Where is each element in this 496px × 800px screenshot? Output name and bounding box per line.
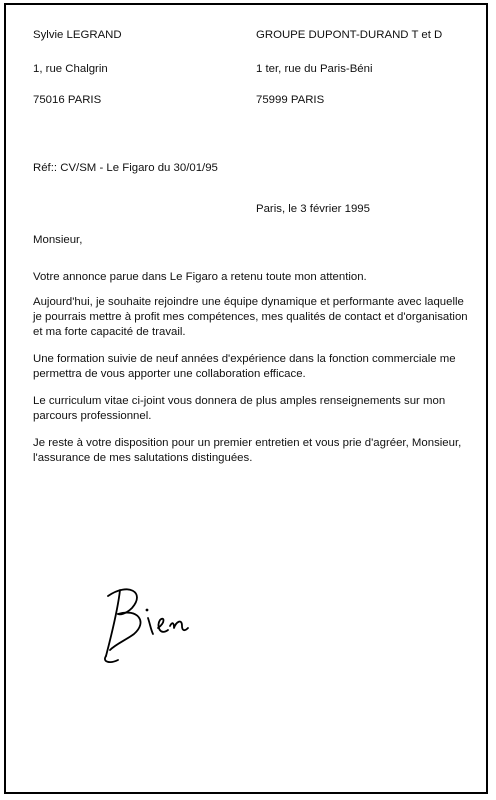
paragraph-2: Aujourd'hui, je souhaite rejoindre une équipe dynamique et performante avec laquelle je pourrais mettre à profit mes compétences, mes qualités de contact et d'organisation et ma forte capacité de travail. <box>33 296 468 338</box>
paragraph-5: Je reste à votre disposition pour un premier entretien et vous prie d'agréer, Monsieur, l'assurance de mes salutations distinguées. <box>33 437 462 464</box>
recipient-name: GROUPE DUPONT-DURAND T et D <box>256 29 443 41</box>
sender-street: 1, rue Chalgrin <box>33 63 108 75</box>
letter-page <box>4 3 488 794</box>
salutation: Monsieur, <box>33 234 83 246</box>
paragraph-3: Une formation suivie de neuf années d'expérience dans la fonction commerciale me permettra de vous apporter une collaboration efficace. <box>33 353 456 380</box>
letter-date: Paris, le 3 février 1995 <box>256 203 370 215</box>
sender-name: Sylvie LEGRAND <box>33 29 122 41</box>
paragraph-4: Le curriculum vitae ci-joint vous donnera de plus amples renseignements sur mon parcours professionnel. <box>33 395 446 422</box>
recipient-city: 75999 PARIS <box>256 94 325 106</box>
sender-city: 75016 PARIS <box>33 94 102 106</box>
paragraph-1: Votre annonce parue dans Le Figaro a retenu toute mon attention. <box>33 271 367 283</box>
recipient-street: 1 ter, rue du Paris-Béni <box>256 63 373 75</box>
reference-line: Réf:: CV/SM - Le Figaro du 30/01/95 <box>33 162 218 174</box>
signature <box>98 578 208 668</box>
